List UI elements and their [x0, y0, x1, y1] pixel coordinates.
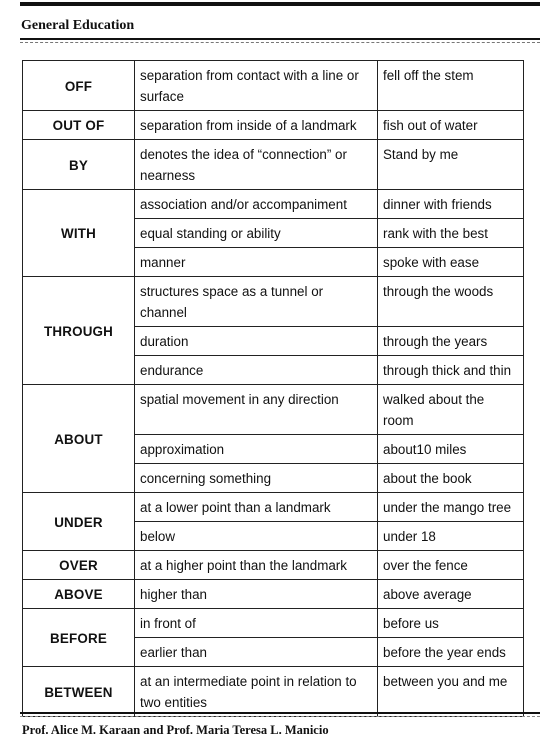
preposition-cell: BEFORE: [23, 609, 135, 667]
meaning-cell: association and/or accompaniment: [135, 190, 378, 219]
meaning-cell: separation from inside of a landmark: [135, 111, 378, 140]
meaning-cell: at a higher point than the landmark: [135, 551, 378, 580]
example-cell: through thick and thin: [378, 356, 524, 385]
table-row: [23, 667, 524, 717]
table-row: [23, 140, 524, 190]
example-cell: Stand by me: [378, 140, 524, 190]
meaning-cell: structures space as a tunnel or channel: [135, 277, 378, 327]
preposition-cell: UNDER: [23, 493, 135, 551]
example-cell: spoke with ease: [378, 248, 524, 277]
preposition-cell: OVER: [23, 551, 135, 580]
example-cell: under the mango tree: [378, 493, 524, 522]
meaning-cell: endurance: [135, 356, 378, 385]
meaning-cell: denotes the idea of “connection” or nearness: [135, 140, 378, 190]
example-cell: between you and me: [378, 667, 524, 717]
meaning-cell: in front of: [135, 609, 378, 638]
example-cell: rank with the best: [378, 219, 524, 248]
table-row: [23, 580, 524, 609]
example-cell: fell off the stem: [378, 61, 524, 111]
table-row: [23, 493, 524, 522]
footer-rule-secondary: [20, 716, 540, 717]
table-row: [23, 61, 524, 111]
preposition-cell: ABOUT: [23, 385, 135, 493]
preposition-cell: WITH: [23, 190, 135, 277]
table-row: [23, 190, 524, 219]
meaning-cell: spatial movement in any direction: [135, 385, 378, 435]
preposition-cell: BETWEEN: [23, 667, 135, 717]
example-cell: before the year ends: [378, 638, 524, 667]
meaning-cell: concerning something: [135, 464, 378, 493]
example-cell: over the fence: [378, 551, 524, 580]
table-row: [23, 111, 524, 140]
meaning-cell: separation from contact with a line or surface: [135, 61, 378, 111]
preposition-cell: ABOVE: [23, 580, 135, 609]
example-cell: about10 miles: [378, 435, 524, 464]
header-rule-secondary: [20, 42, 540, 43]
header-rule: [20, 38, 540, 40]
prepositions-table: [22, 60, 524, 717]
preposition-cell: THROUGH: [23, 277, 135, 385]
preposition-cell: OUT OF: [23, 111, 135, 140]
meaning-cell: manner: [135, 248, 378, 277]
preposition-cell: OFF: [23, 61, 135, 111]
example-cell: through the years: [378, 327, 524, 356]
footer-rule: [20, 712, 540, 714]
preposition-cell: BY: [23, 140, 135, 190]
meaning-cell: approximation: [135, 435, 378, 464]
example-cell: dinner with friends: [378, 190, 524, 219]
table-row: [23, 277, 524, 327]
footer-authors: Prof. Alice M. Karaan and Prof. Maria Teresa L. Manicio: [22, 723, 329, 737]
example-cell: through the woods: [378, 277, 524, 327]
example-cell: about the book: [378, 464, 524, 493]
meaning-cell: equal standing or ability: [135, 219, 378, 248]
example-cell: walked about the room: [378, 385, 524, 435]
meaning-cell: below: [135, 522, 378, 551]
prepositions-table-body: [23, 61, 524, 717]
example-cell: before us: [378, 609, 524, 638]
page-header-title: General Education: [21, 18, 135, 33]
meaning-cell: duration: [135, 327, 378, 356]
example-cell: fish out of water: [378, 111, 524, 140]
table-row: [23, 385, 524, 435]
top-border-bar: [20, 2, 540, 6]
meaning-cell: higher than: [135, 580, 378, 609]
example-cell: under 18: [378, 522, 524, 551]
meaning-cell: at a lower point than a landmark: [135, 493, 378, 522]
table-row: [23, 609, 524, 638]
meaning-cell: earlier than: [135, 638, 378, 667]
meaning-cell: at an intermediate point in relation to two entities: [135, 667, 378, 717]
table-row: [23, 551, 524, 580]
example-cell: above average: [378, 580, 524, 609]
